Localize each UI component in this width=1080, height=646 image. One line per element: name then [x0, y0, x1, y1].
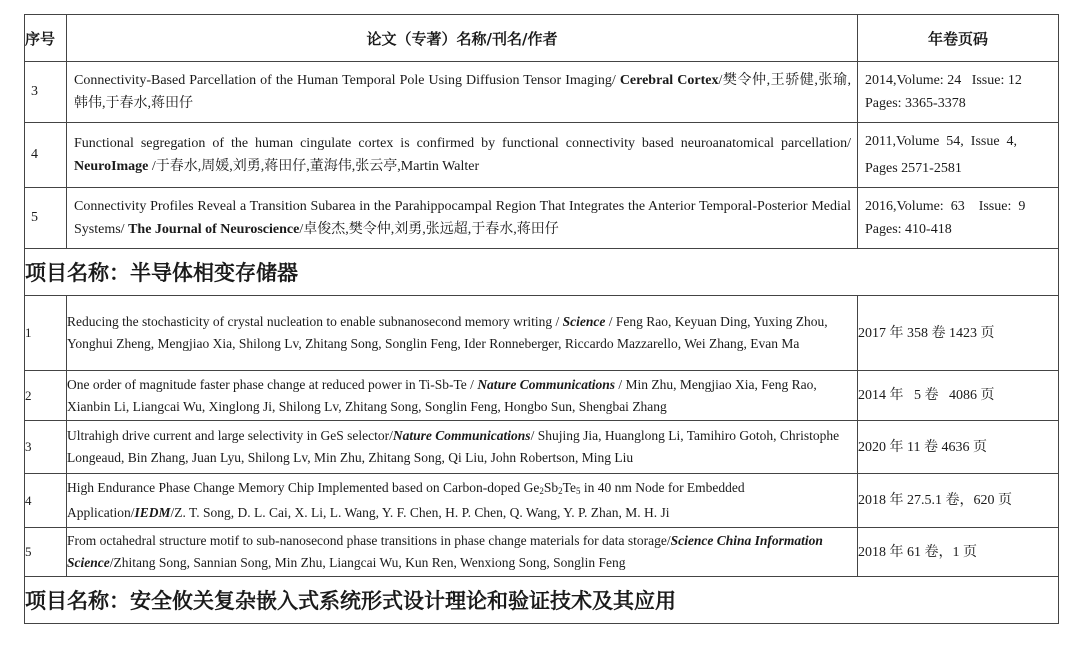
publication-info: 2020 年 11 卷 4636 页	[858, 421, 1059, 474]
subscript: 5	[575, 486, 581, 496]
paper-title-part: Te	[562, 480, 576, 495]
table-row	[25, 421, 1059, 474]
table-header-row	[25, 15, 1059, 62]
publication-info: 2014 年 5 卷 4086 页	[858, 371, 1059, 421]
paper-citation	[67, 62, 858, 123]
pub-pages: Pages: 3365-3378	[865, 96, 966, 111]
journal-name: Nature Communications	[477, 376, 615, 392]
paper-authors: /卓俊杰,樊令仲,刘勇,张远超,于春水,蒋田仔	[299, 222, 559, 237]
paper-citation	[67, 474, 858, 528]
table-row	[25, 371, 1059, 421]
paper-authors: /Z. T. Song, D. L. Cai, X. Li, L. Wang, Y. F. Chen, H. P. Chen, Q. Wang, Y. P. Zhan, M. H. Ji	[170, 505, 670, 520]
section-heading-row	[25, 577, 1059, 624]
header-pub: 年卷页码	[858, 15, 1059, 62]
paper-title: Connectivity-Based Parcellation of the Human Temporal Pole Using Diffusion Tensor Imaging/	[74, 73, 620, 88]
table-row	[25, 123, 1059, 188]
paper-title: Reducing the stochasticity of crystal nucleation to enable subnanosecond memory writing /	[67, 314, 563, 329]
section-heading-row	[25, 249, 1059, 296]
paper-title: High Endurance Phase Change Memory Chip Implemented based on Carbon-doped Ge	[67, 480, 540, 495]
paper-authors: / Min Zhu, Mengjiao Xia, Feng Rao, Xianbin Li, Liangcai Wu, Xinglong Ji, Shilong Lv, Zhitang Song, Songlin Feng, Hongbo Sun, Shengbai Zhang	[67, 376, 817, 414]
publication-info	[858, 123, 1059, 188]
paper-title: From octahedral structure motif to sub-nanosecond phase transitions in phase change materials for data storage/	[67, 533, 671, 548]
header-no: 序号	[25, 15, 67, 62]
paper-authors: / Shujing Jia, Huanglong Li, Tamihiro Gotoh, Christophe Longeaud, Bin Zhang, Juan Lyu, Shilong Lv, Min Zhu, Zhitang Song, Qi Liu, John Robertson, Ming Liu	[67, 428, 840, 465]
publication-info	[858, 62, 1059, 123]
paper-title: Ultrahigh drive current and large selectivity in GeS selector/	[67, 428, 393, 443]
table-row	[25, 474, 1059, 528]
row-number: 1	[25, 296, 67, 371]
paper-citation	[67, 371, 858, 421]
row-number: 5	[25, 188, 67, 249]
paper-authors: /于春水,周媛,刘勇,蒋田仔,董海伟,张云亭,Martin Walter	[148, 159, 480, 174]
journal-name: Science China Information Science	[67, 533, 823, 570]
paper-title-part: Sb	[543, 480, 559, 495]
pub-pages: Pages 2571-2581	[865, 161, 962, 176]
table-row	[25, 296, 1059, 371]
paper-citation	[67, 188, 858, 249]
publication-table	[24, 14, 1059, 624]
table-row	[25, 188, 1059, 249]
row-number: 3	[25, 421, 67, 474]
paper-title: Connectivity Profiles Reveal a Transition Subarea in the Parahippocampal Region That Integrates the Anterior Temporal-Posterior Medial Systems/	[74, 199, 851, 237]
paper-authors: / Feng Rao, Keyuan Ding, Yuxing Zhou, Yonghui Zheng, Mengjiao Xia, Shilong Lv, Zhitang Song, Songlin Feng, Ider Ronneberger, Riccardo Mazzarello, Wei Zhang, Evan Ma	[67, 314, 828, 351]
journal-name: NeuroImage	[74, 159, 149, 174]
publication-info: 2018 年 61 卷，1 页	[858, 528, 1059, 577]
header-title: 论文（专著）名称/刊名/作者	[67, 15, 858, 62]
paper-citation	[67, 296, 858, 371]
paper-citation	[67, 528, 858, 577]
paper-title: Functional segregation of the human cingulate cortex is confirmed by functional connectivity based neuroanatomical parcellation/	[74, 136, 851, 151]
paper-title: One order of magnitude faster phase change at reduced power in Ti-Sb-Te /	[67, 376, 478, 392]
pub-volume: 2014,Volume: 24 Issue: 12	[865, 73, 1022, 88]
row-number: 4	[25, 123, 67, 188]
pub-pages: Pages: 410-418	[865, 222, 952, 237]
publication-info: 2018 年 27.5.1 卷，620 页	[858, 474, 1059, 528]
publication-info: 2017 年 358 卷 1423 页	[858, 296, 1059, 371]
section-title: 项目名称：半导体相变存储器	[25, 249, 1059, 296]
journal-name: Science	[562, 314, 606, 329]
paper-citation	[67, 123, 858, 188]
subscript: 2	[539, 486, 544, 496]
table-row	[25, 528, 1059, 577]
journal-name: Cerebral Cortex	[619, 73, 719, 88]
subscript: 2	[558, 486, 563, 496]
publication-info	[858, 188, 1059, 249]
pub-volume: 2011,Volume 54, Issue 4,	[865, 134, 1018, 149]
journal-name: Nature Communications	[392, 428, 531, 443]
row-number: 5	[25, 528, 67, 577]
pub-volume: 2016,Volume: 63 Issue: 9	[865, 199, 1026, 214]
row-number: 2	[25, 371, 67, 421]
table-row	[25, 62, 1059, 123]
paper-title-part: in 40 nm Node for Embedded Application/	[67, 480, 745, 520]
paper-authors: /Zhitang Song, Sannian Song, Min Zhu, Liangcai Wu, Kun Ren, Wenxiong Song, Songlin Feng	[109, 555, 626, 570]
paper-citation	[67, 421, 858, 474]
row-number: 4	[25, 474, 67, 528]
journal-name: IEDM	[134, 505, 171, 520]
journal-name: The Journal of Neuroscience	[128, 222, 300, 237]
paper-authors: /樊令仲,王骄健,张瑜,韩伟,于春水,蒋田仔	[74, 73, 852, 111]
section-title: 项目名称：安全攸关复杂嵌入式系统形式设计理论和验证技术及其应用	[25, 577, 1059, 624]
row-number: 3	[25, 62, 67, 123]
